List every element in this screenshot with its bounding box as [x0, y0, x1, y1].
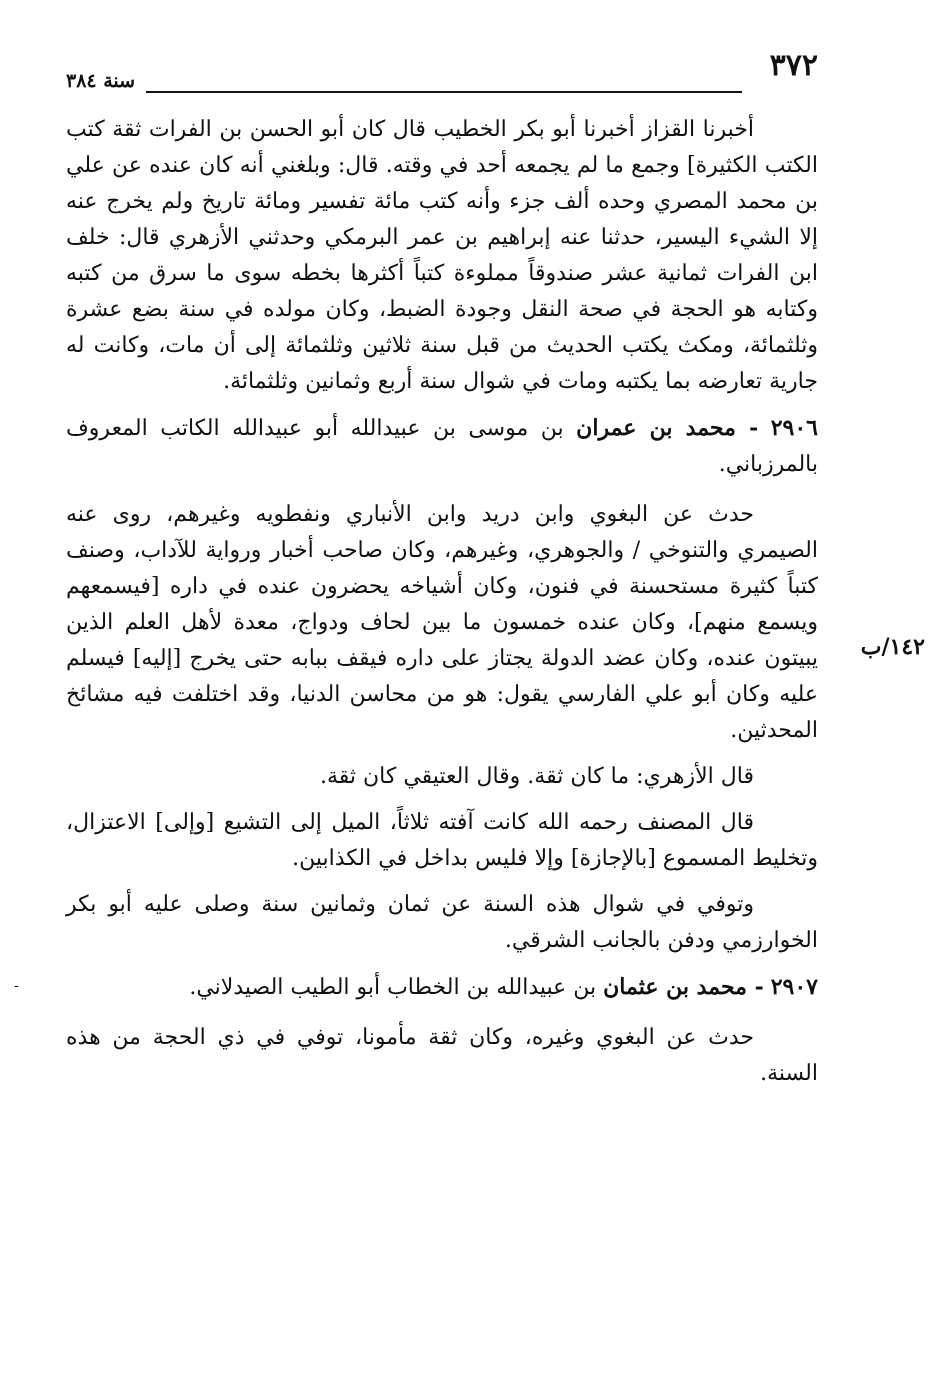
entry-rest: بن عبيدالله بن الخطاب أبو الطيب الصيدلاني. [189, 975, 597, 1000]
paragraph-2: حدث عن البغوي وابن دريد وابن الأنباري ونفطويه وغيرهم، روى عنه الصيمري والتنوخي / والجوهري، وغيرهم، وكان صاحب أخبار ورواية للآداب، وصنف كتباً كثيرة مستحسنة في فنون، وكان أشياخه يحضرون عنده في داره [فيسمعهم ويسمع منهم]، وكان عنده خمسون ما بين لحاف ودواج، معدة لأهل العلم الذين يبيتون عنده، وكان عضد الدولة يجتاز على داره فيقف ببابه حتى يخرج [إليه] فيسلم عليه وكان أبو علي الفارسي يقول: هو من محاسن الدنيا، وقد اختلفت فيه مشائخ المحدثين. [66, 502, 818, 743]
running-head-year: سنة ٣٨٤ [66, 70, 136, 92]
entry-name: محمد بن عمران [576, 415, 736, 441]
entry-rest: بن موسى بن عبيدالله أبو عبيدالله الكاتب المعروف بالمرزباني. [66, 416, 818, 477]
paragraph-6: حدث عن البغوي وغيره، وكان ثقة مأمونا، توفي في ذي الحجة من هذه السنة. [66, 1025, 818, 1086]
main-text [66, 112, 818, 1102]
entry-number: ٢٩٠٧ [770, 974, 818, 1000]
paragraph-1: أخبرنا القزاز أخبرنا أبو بكر الخطيب قال كان أبو الحسن بن الفرات ثقة كتب الكتب الكثيرة] وجمع ما لم يجمعه أحد في وقته. قال: وبلغني أنه كان عنده عن علي بن محمد المصري وحده ألف جزء وأنه كتب مائة تفسير ومائة تاريخ ولم يخرج عنه إلا الشيء اليسير، حدثنا عنه إبراهيم بن عمر البرمكي وحدثني الأزهري قال: خلف ابن الفرات ثمانية عشر صندوقاً مملوءة كتباً أكثرها بخطه سوى ما سرق من كتبه وكتابه هو الحجة في صحة النقل وجودة الضبط، وكان مولده في سنة بضع عشرة وثلثمائة، ومكث يكتب الحديث من قبل سنة ثلاثين وثلثمائة إلى أن مات، وكانت له جارية تعارضه بما يكتبه ومات في شوال سنة أربع وثمانين وثلثمائة. [66, 117, 818, 394]
entry-name: محمد بن عثمان [603, 974, 747, 1000]
entry-2906: ٢٩٠٦ - محمد بن عمران بن موسى بن عبيدالله أبو عبيدالله الكاتب المعروف بالمرزباني. [66, 415, 818, 477]
paragraph-5: وتوفي في شوال هذه السنة عن ثمان وثمانين سنة وصلى عليه أبو بكر الخوارزمي ودفن بالجانب الشرقي. [66, 892, 818, 953]
manuscript-folio-note: ١٤٢/ب [860, 634, 925, 660]
header-rule [146, 91, 742, 93]
margin-mark: - [14, 978, 19, 994]
page-header [66, 48, 818, 98]
entry-2907: ٢٩٠٧ - محمد بن عثمان بن عبيدالله بن الخطاب أبو الطيب الصيدلاني. [189, 974, 818, 1000]
page-number: ٣٧٢ [769, 48, 818, 83]
paragraph-3: قال الأزهري: ما كان ثقة. وقال العتيقي كان ثقة. [319, 764, 754, 789]
entry-number: ٢٩٠٦ [770, 415, 818, 441]
paragraph-4: قال المصنف رحمه الله كانت آفته ثلاثاً، الميل إلى التشيع [وإلى] الاعتزال، وتخليط المسموع [بالإجازة] وإلا فليس بداخل في الكذابين. [66, 810, 818, 871]
